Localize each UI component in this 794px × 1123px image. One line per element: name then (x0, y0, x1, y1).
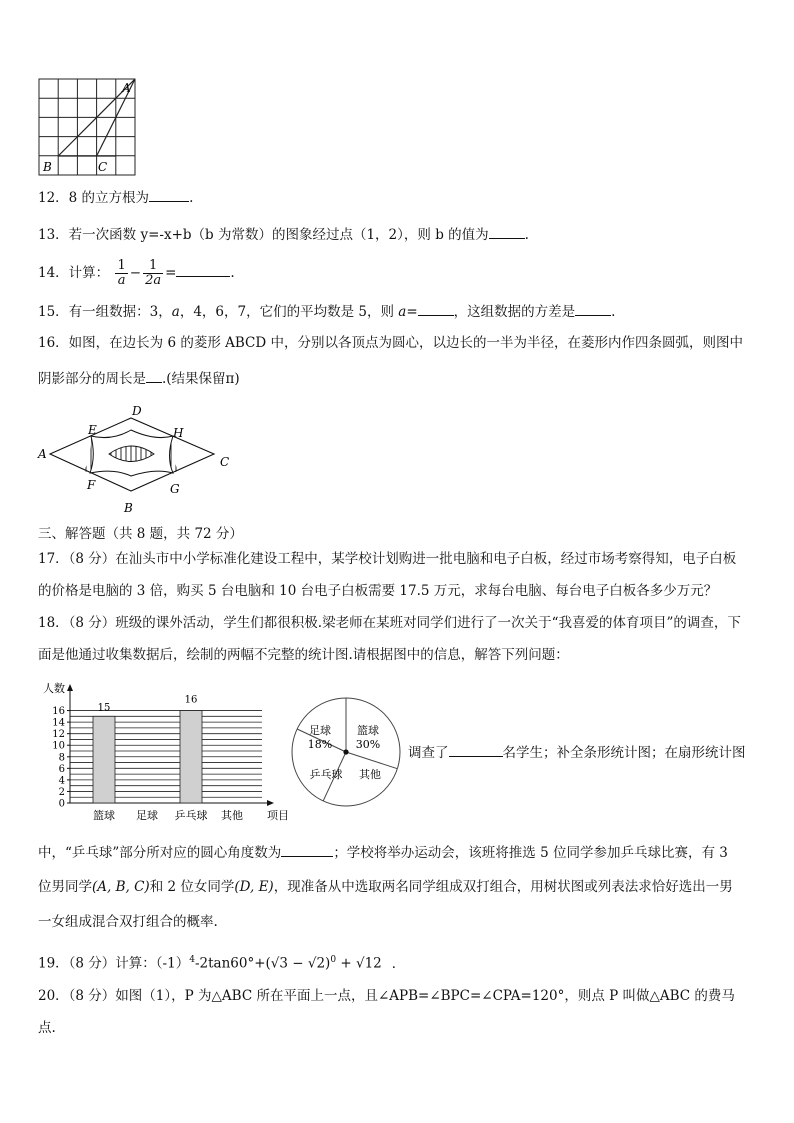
svg-text:H: H (173, 426, 184, 440)
x-tick-label: 其他 (221, 809, 243, 822)
svg-text:C: C (220, 455, 230, 469)
svg-text:F: F (87, 478, 96, 492)
x-tick-label: 篮球 (93, 809, 115, 822)
section-3-heading: 三、解答题（共 8 题，共 72 分） (38, 526, 243, 542)
svg-text:G: G (170, 482, 180, 496)
data-label: 16 (184, 694, 198, 706)
question-13: 13．若一次函数 y=-x+b（b 为常数）的图象经过点（1，2），则 b 的值为 . (38, 224, 529, 245)
label-a: A (122, 81, 131, 95)
x-axis-arrow (267, 800, 274, 806)
pie-chart (288, 694, 404, 810)
y-tick-label: 14 (52, 717, 65, 729)
slice-boundary (346, 752, 397, 769)
y-tick-label: 6 (58, 763, 65, 775)
question-17-line1: 17．（8 分）在汕头市中小学标准化建设工程中，某学校计划购进一批电脑和电子白板，经过市场考察得知，电子白板 (38, 551, 737, 567)
x-axis-label: 项目 (267, 809, 289, 822)
question-18-line2: 面是他通过收集数据后，绘制的两幅不完整的统计图.请根据图中的信息，解答下列问题： (38, 647, 569, 663)
label-c: C (98, 160, 108, 174)
question-17-line2: 的价格是电脑的 3 倍，购买 5 台电脑和 10 台电子白板需要 17.5 万元，求每台电脑、每台电子白板各多少万元？ (38, 583, 718, 599)
question-16-line1: 16．如图，在边长为 6 的菱形 ABCD 中，分别以各顶点为圆心，以边长的一半为半径，在菱形内作四条圆弧，则图中 (38, 335, 744, 351)
y-tick-label: 12 (52, 729, 65, 741)
question-16-line2: 阴影部分的周长是 .(结果保留π) (38, 368, 240, 389)
question-18-line1: 18．（8 分）班级的课外活动，学生们都很积极.梁老师在某班对同学们进行了一次关于“我喜爱的体育项目”的调查，下 (38, 615, 741, 631)
y-tick-label: 4 (58, 775, 65, 787)
y-tick-label: 16 (52, 706, 65, 718)
slice-percent: 30% (355, 738, 381, 751)
x-tick-label: 足球 (136, 809, 158, 822)
answer-blank-angle[interactable] (281, 842, 333, 857)
question-18-line3: 中，“乒乓球”部分所对应的圆心角度数为 ；学校将举办运动会，该班将推选 5 位同学参加乒乓球比赛，有 3 (38, 842, 728, 863)
label-b: B (43, 160, 52, 174)
slice-label: 足球 (309, 724, 331, 737)
answer-blank[interactable] (146, 368, 162, 383)
svg-text:D: D (132, 404, 142, 418)
slice-label: 其他 (359, 768, 381, 781)
y-tick-label: 0 (58, 798, 65, 810)
answer-blank[interactable] (489, 224, 525, 239)
question-19: 19．（8 分）计算：$(-1)^4-2\tan 60^\circ+(√3 - √2)^0 + √12$ ． (38, 955, 406, 972)
pie-center (343, 749, 348, 754)
question-15: 15．有一组数据：3，a，4，6，7，它们的平均数是 5，则 a= ，这组数据的方差是 . (38, 301, 615, 322)
answer-blank-a[interactable] (418, 301, 454, 316)
shaded-lens (109, 446, 154, 462)
rhombus-figure (34, 402, 244, 514)
svg-text:A: A (38, 447, 47, 461)
question-20-line2: 点. (38, 1020, 56, 1036)
question-14: 14．计算： $\frac{1}{a}$ − $\frac{1}{2a}$ = . (38, 258, 235, 288)
data-label: 15 (97, 702, 111, 714)
bar-chart (38, 678, 289, 826)
slice-percent: 18% (307, 738, 333, 751)
svg-text:E: E (88, 423, 97, 437)
answer-blank[interactable] (176, 262, 230, 277)
answer-blank[interactable] (149, 187, 189, 202)
y-axis-label: 人数 (43, 682, 65, 695)
slice-label: 乒乓球 (309, 768, 343, 781)
bar (93, 716, 115, 803)
fraction-1: $\frac{1}{a}$ (117, 258, 126, 288)
y-axis-arrow (67, 684, 73, 691)
question-12: 12．8 的立方根为 . (38, 187, 193, 208)
slice-label: 篮球 (357, 724, 379, 737)
question-18-line5: 一女组成混合双打组合的概率. (38, 914, 218, 930)
y-tick-label: 10 (52, 740, 65, 752)
x-tick-label: 乒乓球 (174, 809, 208, 822)
question-18-line4: 位男同学(A, B, C)和 2 位女同学(D, E)，现准备从中选取两名同学组成双打组合，用树状图或列表法求恰好选出一男 (38, 879, 733, 895)
y-tick-label: 8 (58, 752, 65, 764)
answer-blank-variance[interactable] (575, 301, 611, 316)
y-tick-label: 2 (58, 786, 65, 798)
bar (180, 711, 202, 803)
fraction-2: $\frac{1}{2a}$ (145, 258, 162, 288)
question-18-side: 调查了 名学生；补全条形统计图；在扇形统计图 (408, 742, 746, 763)
grid-figure (36, 76, 142, 176)
svg-text:B: B (124, 501, 133, 515)
question-20-line1: 20．（8 分）如图（1），P 为△ABC 所在平面上一点，且∠APB=∠BPC=∠CPA=120°，则点 P 叫做△ABC 的费马 (38, 988, 735, 1004)
answer-blank-count[interactable] (449, 742, 503, 757)
